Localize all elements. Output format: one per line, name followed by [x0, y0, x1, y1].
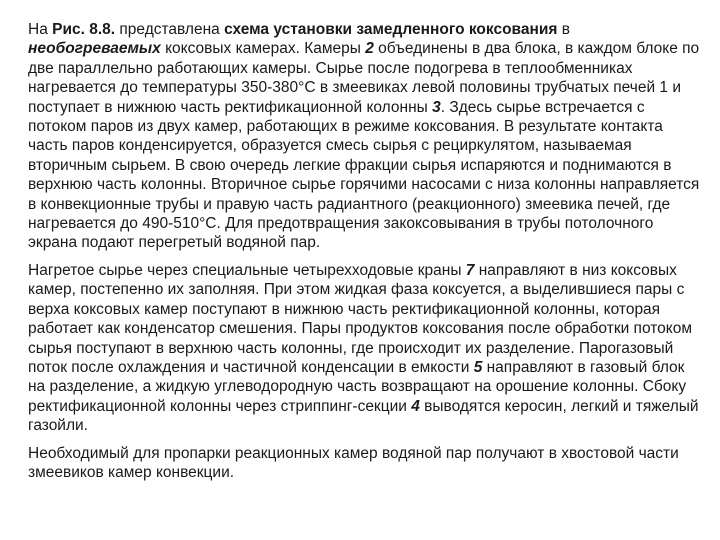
- emphasis-term: необогреваемых: [28, 40, 161, 58]
- figure-reference: Рис. 8.8.: [52, 21, 116, 38]
- text-run: направляют в газовый блок на разделение, а жидкую углеводородную часть возвращают на орошение колонны. Сбоку ректификационной колонны через стриппинг-секции: [28, 358, 687, 415]
- key-term: схема установки замедленного коксования: [224, 21, 558, 38]
- text-run: в: [557, 21, 570, 38]
- text-run: Нагретое сырье через специальные четырехходовые краны: [28, 261, 466, 279]
- item-number: 7: [465, 261, 475, 279]
- text-run: выводятся керосин, легкий и тяжелый газойли.: [28, 397, 699, 435]
- paragraph-3: [28, 444, 700, 483]
- document-body: [28, 20, 700, 490]
- text-run: представлена: [115, 21, 225, 38]
- text-run: . Здесь сырье встречается с потоком паров из двух камер, работающих в режиме коксования. В результате контакта часть паров конденсируется, образуется смесь сырья с рециркулятом, называемая вторичным сырьем. В свою очередь легкие фракции сырья испаряются и поднимаются в верхнюю часть колонны. Вторичное сырье горячими насосами с низа колонны направляется в конвекционные трубы и правую часть радиантного (реакционного) змеевика печей, где нагревается до 490-510°С. Для предотвращения закоксовывания в трубы потолочного экрана подают перегретый водяной пар.: [28, 98, 700, 252]
- item-number: 3: [432, 98, 441, 116]
- text-run: объединены в два блока, в каждом блоке по две параллельно работающих камеры. Сырье после подогрева в теплообменниках нагревается до температуры 350-380°С в змеевиках левой половины трубчатых печей 1 и поступает в нижнюю часть ректификационной колонны: [28, 40, 700, 116]
- item-number: 4: [411, 397, 420, 415]
- text-run: коксовых камерах. Камеры: [160, 40, 366, 58]
- text-run: Необходимый для пропарки реакционных камер водяной пар получают в хвостовой части змеевиков камер конвекции.: [28, 444, 679, 481]
- text-run: На: [28, 21, 53, 38]
- item-number: 2: [365, 40, 374, 58]
- paragraph-1: [28, 20, 700, 253]
- item-number: 5: [473, 358, 483, 376]
- text-run: направляют в низ коксовых камер, постепенно их заполняя. При этом жидкая фаза коксуется, а выделившиеся пары с верха коксовых камер поступают в нижнюю часть ректификационной колонны, которая работает как конденсатор смешения. Пары продуктов коксования после обработки потоком сырья поступают в верхнюю часть колонны, где происходит их разделение. Парогазовый поток после охлаждения и частичной конденсации в емкости: [28, 261, 693, 376]
- paragraph-2: [28, 261, 700, 436]
